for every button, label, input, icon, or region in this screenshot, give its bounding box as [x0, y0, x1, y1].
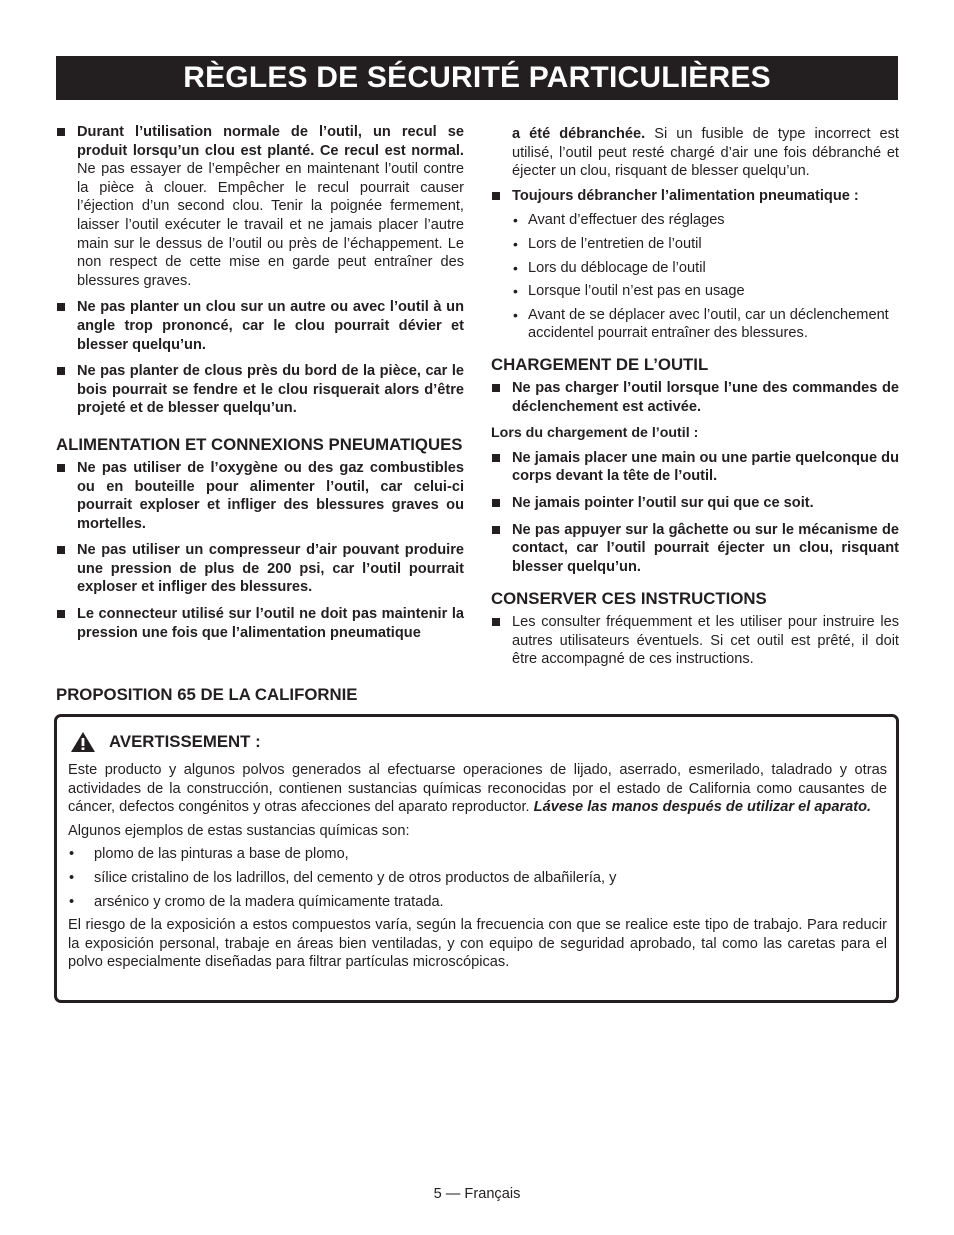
bullet-dot-icon: • — [513, 283, 518, 300]
list-item: • sílice cristalino de los ladrillos, del cemento y de otros productos de albañilería, y — [69, 869, 617, 886]
proposition-65-heading: PROPOSITION 65 DE LA CALIFORNIE — [56, 685, 358, 704]
square-bullet-icon — [492, 384, 500, 392]
section-heading-air-supply: ALIMENTATION ET CONNEXIONS PNEUMATIQUES — [56, 434, 463, 454]
list-item: Durant l’utilisation normale de l’outil, un recul se produit lorsqu’un clou est planté. Ce recul est normal. Ne pas essayer de l’empêcher en maintenant l’outil contre la pièce à clouer. Empêcher le recul pourrait causer l’éjection d’un second clou. Tenir la poignée fermement, laisser l’outil exécuter le travail et ne jamais placer l’autre main sur le dessus de l’outil ou près de l’échappement. Le non respect de cette mise en garde peut entraîner des blessures graves. — [56, 123, 464, 290]
list-item: • Avant d’effectuer des réglages — [513, 212, 725, 229]
square-bullet-icon — [57, 546, 65, 554]
list-item: Les consulter fréquemment et les utiliser pour instruire les autres utilisateurs éventuels. Si cet outil est prêté, il doit être accompagné de ces instructions. — [491, 613, 899, 669]
list-item: • arsénico y cromo de la madera químicamente tratada. — [69, 893, 444, 910]
warning-paragraph: El riesgo de la exposición a estos compuestos varía, según la frecuencia con que se realice este tipo de trabajo. Para reducir la exposición personal, trabaje en áreas bien ventiladas, y con equipo de seguridad aprobado, tal como las caretas para el polvo especialmente diseñadas para filtrar partículas microscópicas. — [68, 917, 887, 971]
warning-title: AVERTISSEMENT : — [109, 731, 261, 751]
list-item: Ne pas charger l’outil lorsque l’une des commandes de déclenchement est activée. — [491, 379, 899, 416]
right-column — [491, 125, 899, 677]
bullet-dot-icon: • — [513, 259, 518, 276]
list-item: • Lorsque l’outil n’est pas en usage — [513, 283, 745, 300]
bullet-dot-icon: • — [69, 846, 75, 863]
list-item: • Lors du déblocage de l’outil — [513, 259, 706, 276]
list-item: • plomo de las pinturas a base de plomo, — [69, 846, 349, 863]
list-item: Le connecteur utilisé sur l’outil ne doit pas maintenir la pression une fois que l’alimentation pneumatique — [56, 605, 464, 642]
section-heading-loading: CHARGEMENT DE L’OUTIL — [491, 354, 709, 374]
list-item: Ne pas utiliser de l’oxygène ou des gaz combustibles ou en bouteille pour alimenter l’outil, car celui-ci pourrait exploser et infliger des blessures graves ou mortelles. — [56, 459, 464, 533]
square-bullet-icon — [57, 367, 65, 375]
bullet-dot-icon: • — [69, 869, 75, 886]
list-item: • Lors de l’entretien de l’outil — [513, 235, 702, 252]
square-bullet-icon — [57, 610, 65, 618]
left-column — [56, 123, 464, 650]
warning-paragraph: Este producto y algunos polvos generados al efectuarse operaciones de lijado, aserrado, esmerilado, taladrado y otras actividades de la construcción, contienen sustancias químicas reconocidas por el estado de California como causantes de cáncer, defectos congénitos y otras afecciones del aparato reproductor. Lávese las manos después de utilizar el aparato. — [68, 762, 887, 816]
square-bullet-icon — [492, 618, 500, 626]
warning-header — [70, 731, 887, 753]
bullet-dot-icon: • — [513, 212, 518, 229]
loading-subheading: Lors du chargement de l’outil : — [491, 425, 699, 442]
list-item: Ne pas planter un clou sur un autre ou avec l’outil à un angle trop prononcé, car le clou pourrait dévier et blesser quelqu’un. — [56, 298, 464, 354]
section-heading-save-instructions: CONSERVER CES INSTRUCTIONS — [491, 589, 767, 609]
page-footer: 5 — Français — [433, 1186, 521, 1202]
warning-paragraph: Algunos ejemplos de estas sustancias químicas son: — [68, 822, 410, 839]
square-bullet-icon — [492, 454, 500, 462]
square-bullet-icon — [492, 526, 500, 534]
page-title: RÈGLES DE SÉCURITÉ PARTICULIÈRES — [56, 56, 898, 100]
square-bullet-icon — [492, 499, 500, 507]
square-bullet-icon — [57, 128, 65, 136]
warning-box — [54, 714, 899, 1003]
list-item: Ne pas planter de clous près du bord de la pièce, car le bois pourrait se fendre et le clou risquerait alors d’être projeté et de blesser quelqu’un. — [56, 362, 464, 418]
list-item: Ne pas utiliser un compresseur d’air pouvant produire une pression de plus de 200 psi, car l’outil pourrait exploser et infliger des blessures. — [56, 541, 464, 597]
square-bullet-icon — [492, 192, 500, 200]
list-item-continuation: a été débranchée. Si un fusible de type incorrect est utilisé, l’outil peut resté chargé d’air une fois débranché et éjecter un clou, risquant de blesser quelqu’un. — [512, 126, 899, 180]
warning-triangle-icon — [70, 731, 96, 753]
list-item: Toujours débrancher l’alimentation pneumatique : — [491, 187, 899, 206]
list-item: Ne pas appuyer sur la gâchette ou sur le mécanisme de contact, car l’outil pourrait éjecter un clou, risquant blesser quelqu’un. — [491, 521, 899, 577]
square-bullet-icon — [57, 303, 65, 311]
bullet-dot-icon: • — [513, 306, 518, 323]
list-item: • Avant de se déplacer avec l’outil, car un déclenchement accidentel pourrait entraîner des blessures. — [513, 306, 889, 342]
list-item: Ne jamais placer une main ou une partie quelconque du corps devant la tête de l’outil. — [491, 449, 899, 486]
square-bullet-icon — [57, 464, 65, 472]
bullet-dot-icon: • — [513, 235, 518, 252]
bullet-dot-icon: • — [69, 893, 75, 910]
list-item: Ne jamais pointer l’outil sur qui que ce soit. — [491, 494, 899, 513]
